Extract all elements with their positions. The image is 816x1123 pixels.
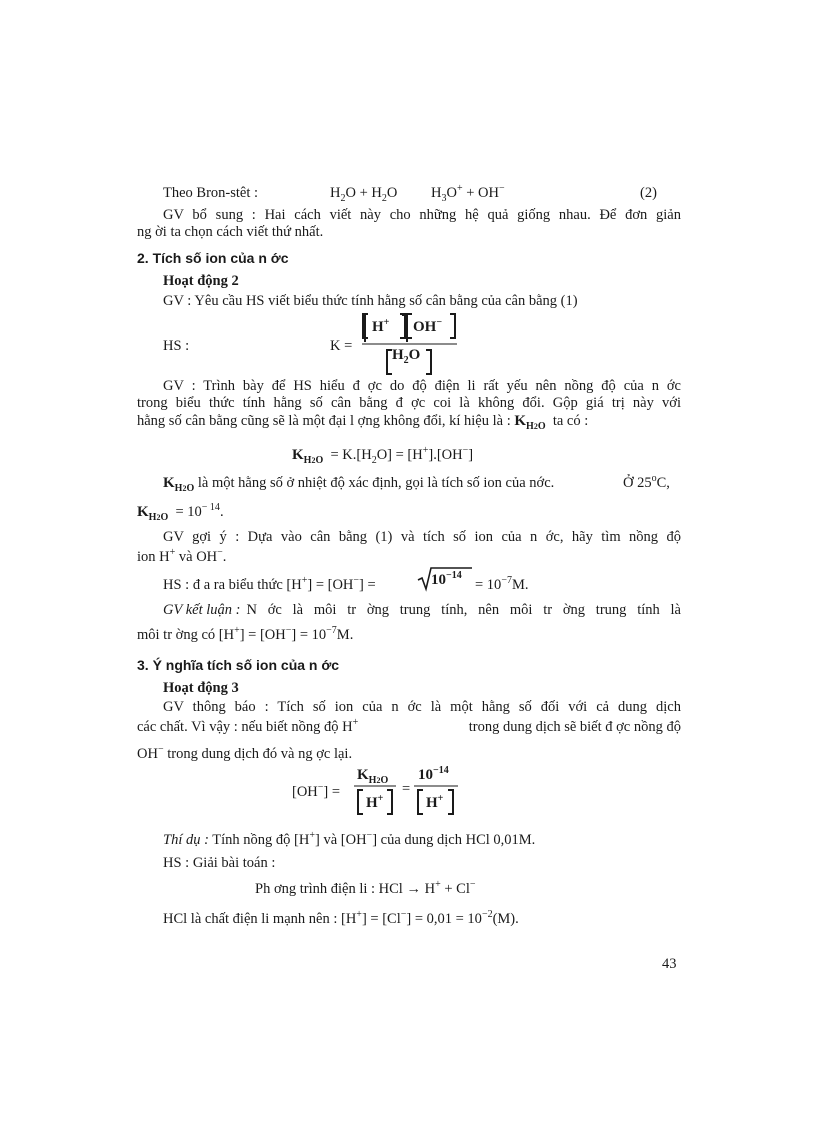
text: ion H <box>137 549 170 565</box>
text: 10 <box>431 572 446 588</box>
example-line <box>163 831 535 849</box>
sup: − <box>217 547 223 559</box>
kw-symbol <box>163 475 195 494</box>
activity-2-title <box>163 272 239 290</box>
text: 3. Ý nghĩa tích số ion của n ớc <box>137 657 340 673</box>
ionic-product-equation <box>292 446 473 464</box>
text: K <box>137 504 149 520</box>
sub: 3 <box>441 192 447 204</box>
text: ng ời ta chọn cách viết thứ nhất. <box>137 224 324 240</box>
text: O + H <box>345 185 382 201</box>
text: ] = <box>323 784 341 800</box>
den-h2o <box>392 346 420 364</box>
text: = 10 <box>175 504 202 520</box>
activity-3-title <box>163 679 239 697</box>
text: và OH <box>175 549 218 565</box>
text: trong dung dịch sẽ biết đ ợc nồng độ <box>468 719 681 735</box>
text: H <box>330 185 341 201</box>
text: C, <box>656 475 670 491</box>
text: ].[OH <box>428 447 463 463</box>
text: GV gợi ý : Dựa vào cân bằng (1) và tích số ion của n ớc, hãy tìm nồng độ <box>163 529 681 545</box>
text: HS : Giải bài toán : <box>163 855 276 871</box>
text: 10 <box>418 767 433 783</box>
text: HS : đ a ra biểu thức [H <box>163 577 302 593</box>
text: = 10 <box>475 577 502 593</box>
sup: − <box>498 183 505 195</box>
kw-symbol <box>292 447 324 466</box>
paragraph-line <box>163 292 578 310</box>
text: [OH <box>292 784 318 800</box>
text: ] = 10 <box>291 627 327 643</box>
sup: −14 <box>446 570 462 581</box>
text: O <box>446 185 457 201</box>
sup: −7 <box>501 575 512 587</box>
text: GV : Yêu cầu HS viết biểu thức tính hằng số cân bằng của cân bằng (1) <box>163 293 578 309</box>
text: M. <box>511 577 529 593</box>
text: H <box>526 421 534 432</box>
paragraph-line <box>163 206 681 224</box>
text: H <box>431 185 442 201</box>
text: O <box>186 483 195 494</box>
text: GV bổ sung : Hai cách viết này cho những hệ quả giống nhau. Để đơn giản <box>163 207 681 223</box>
text: hằng số cân bằng cũng sẽ là một đại l ợng không đổi, kí hiệu là : <box>137 413 511 429</box>
paragraph-line <box>137 745 352 763</box>
paragraph-line <box>475 576 528 594</box>
formula-left <box>292 783 340 801</box>
hs-label <box>163 337 189 355</box>
text: M. <box>336 627 354 643</box>
text: ] và [OH <box>315 832 367 848</box>
text: O <box>386 185 398 201</box>
text: Hoạt động 3 <box>163 680 239 696</box>
sup: + <box>169 547 176 559</box>
text: N ớc là môi tr ờng trung tính, nên môi tr ờng trung tính là <box>246 602 681 618</box>
text: H <box>392 347 404 363</box>
text: là một hằng số ở nhiệt độ xác định, gọi là tích số ion của nớc. <box>197 475 555 491</box>
sup: + <box>301 575 308 587</box>
text: (2) <box>640 185 657 201</box>
k-equals <box>330 337 352 355</box>
page-number <box>662 955 677 973</box>
text: ] = [OH <box>307 577 354 593</box>
text: ] = 0,01 = 10 <box>406 911 482 927</box>
sup: − <box>285 625 292 637</box>
paragraph-line <box>163 528 681 546</box>
equation-products <box>431 184 505 202</box>
text: H <box>426 795 438 811</box>
text: K <box>514 413 527 429</box>
text: . <box>219 504 224 520</box>
sup: + <box>309 830 315 842</box>
text: H <box>174 483 183 494</box>
text: ] <box>468 447 474 463</box>
sup: + <box>352 717 359 729</box>
text: OH <box>137 746 158 762</box>
text: trong dung dịch đó và ng ợc lại. <box>163 746 353 762</box>
paragraph-line <box>137 394 681 412</box>
text: ] = [OH <box>239 627 286 643</box>
text: HS : <box>163 338 190 354</box>
paragraph-line <box>137 626 353 644</box>
text: = K.[H <box>330 447 372 463</box>
text: Tính nồng độ [H <box>212 832 310 848</box>
sup: o <box>651 473 657 485</box>
text: trong biểu thức tính hằng số cân bằng đ ợc coi là không đổi. Gộp giá trị này với <box>137 395 681 411</box>
sup: − 14 <box>201 502 220 514</box>
text: O <box>315 455 324 466</box>
text: . <box>222 549 227 565</box>
sup: − <box>436 317 443 328</box>
text: OH <box>413 319 437 335</box>
text: GV : Trình bày để HS hiểu đ ợc do độ điện li rất yếu nên nồng độ của n ớc <box>163 378 681 394</box>
sup: − <box>366 830 373 842</box>
text: môi tr ờng có [H <box>137 627 235 643</box>
sup: −14 <box>433 765 449 776</box>
temperature-note <box>623 474 670 492</box>
bronsted-label <box>163 184 258 202</box>
dissociation-equation <box>255 880 476 898</box>
text: H <box>372 319 384 335</box>
sub: 2 <box>371 454 377 466</box>
text: 2 <box>156 513 161 522</box>
text: 43 <box>662 956 677 972</box>
sup: − <box>317 782 324 794</box>
sup: + <box>437 793 444 804</box>
equation-number <box>640 184 657 202</box>
sup: + <box>377 793 384 804</box>
text: K <box>357 767 369 783</box>
text: ] = [Cl <box>361 911 401 927</box>
text: = <box>402 781 411 797</box>
sup: + <box>234 625 240 637</box>
kw-symbol <box>514 413 546 432</box>
text: H <box>420 881 436 897</box>
text: 2. Tích số ion của n ớc <box>137 250 289 266</box>
sub: 2 <box>381 192 387 204</box>
text: + Cl <box>440 881 470 897</box>
paragraph-line <box>163 910 519 928</box>
text: Thí dụ : <box>163 832 209 848</box>
paragraph-line <box>163 698 681 716</box>
sup: + <box>356 909 362 921</box>
section-heading-3 <box>137 656 339 674</box>
text: O <box>380 775 389 786</box>
sup: − <box>157 744 164 756</box>
text: Hoạt động 2 <box>163 273 239 289</box>
fraction-brackets-svg <box>360 312 460 376</box>
paragraph-line <box>163 377 681 395</box>
sup: + <box>383 317 390 328</box>
paragraph-line <box>163 601 681 619</box>
text: O] = [H <box>376 447 423 463</box>
kw-symbol <box>137 504 169 523</box>
text: 2 <box>533 422 538 431</box>
text: K <box>292 447 304 463</box>
paragraph-line <box>137 503 224 521</box>
text: K <box>163 475 175 491</box>
sup: + <box>456 183 463 195</box>
sup: −7 <box>326 625 337 637</box>
text: 2 <box>182 484 187 493</box>
text: 2 <box>376 776 381 785</box>
sup: − <box>469 879 476 891</box>
paragraph-line <box>163 854 275 872</box>
sub: 2 <box>340 192 346 204</box>
text: H <box>366 795 378 811</box>
fraction-lines-svg <box>350 762 465 822</box>
paragraph-line <box>137 223 323 241</box>
text: GV kết luận : <box>163 602 241 618</box>
sup: − <box>462 445 469 457</box>
paragraph-line <box>163 474 554 492</box>
text: ta có : <box>552 413 589 429</box>
sup: + <box>435 879 441 891</box>
arrow-icon: → <box>406 881 421 897</box>
sub: 2 <box>403 355 409 366</box>
sup: + <box>422 445 429 457</box>
sqrt-radicand <box>431 571 462 589</box>
equation-water <box>330 184 397 202</box>
sup: −2 <box>481 909 493 921</box>
text: O <box>537 421 546 432</box>
text: O <box>160 512 169 523</box>
text: + OH <box>462 185 499 201</box>
text: ] = <box>359 577 376 593</box>
text: ] của dung dịch HCl 0,01M. <box>372 832 536 848</box>
text: (M). <box>492 911 519 927</box>
text: H <box>368 775 377 786</box>
text: GV thông báo : Tích số ion của n ớc là một hằng số đối với cả dung dịch <box>163 699 681 715</box>
text: 2 <box>311 456 316 465</box>
text: H <box>148 512 157 523</box>
section-heading-2 <box>137 249 289 267</box>
text: H <box>303 455 312 466</box>
text: các chất. Vì vậy : nếu biết nồng độ H <box>137 719 353 735</box>
text: Theo Bron-stêt : <box>163 185 259 201</box>
paragraph-line <box>137 718 681 736</box>
paragraph-line <box>137 548 226 566</box>
text: K = <box>330 338 353 354</box>
paragraph-line <box>137 412 588 430</box>
text: HCl là chất điện li mạnh nên : [H <box>163 911 357 927</box>
text: Ở 25 <box>623 475 652 491</box>
text: O <box>408 347 421 363</box>
sup: − <box>400 909 407 921</box>
text: Ph ơng trình điện li : HCl <box>255 881 403 897</box>
sup: − <box>353 575 360 587</box>
paragraph-line <box>163 576 376 594</box>
